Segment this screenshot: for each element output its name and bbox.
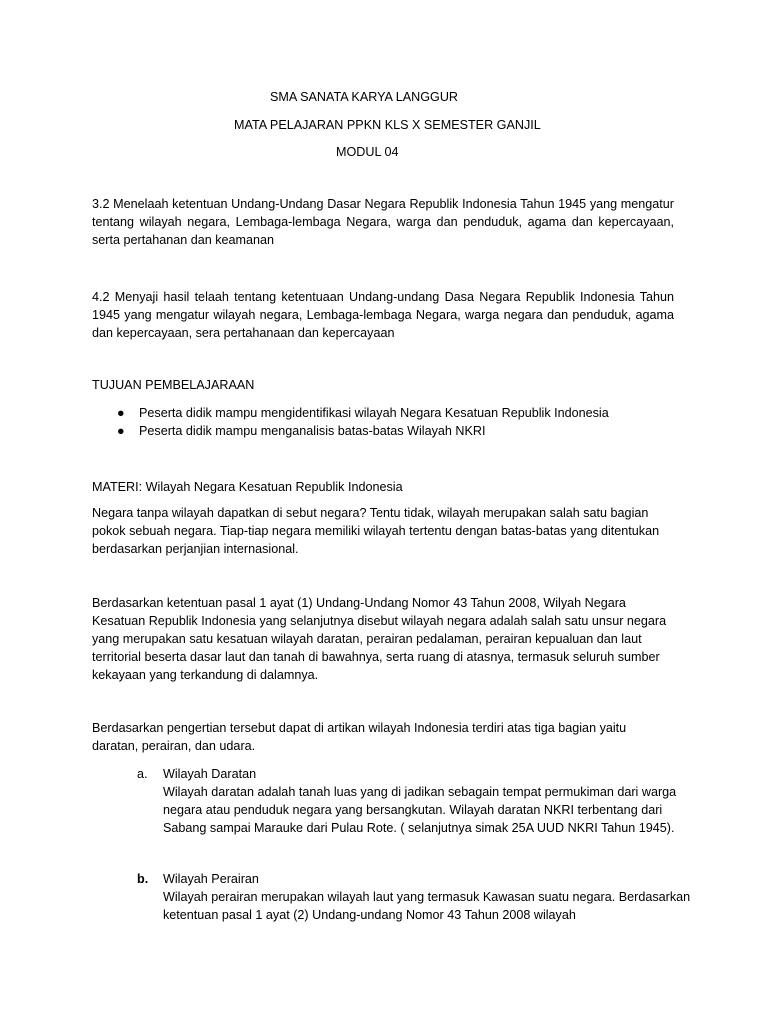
competency-4-2-text: 4.2 Menyaji hasil telaah tentang ketentuaan Undang-undang Dasa Negara Republik Indonesia Tahun 1945 yang mengatur wilayah negara, Lembaga-lembaga Negara, warga negara dan penduduk, agama dan kepercayaan, sera pertahanaan dan kepercayaan — [92, 290, 674, 340]
paragraph-text: Berdasarkan pengertian tersebut dapat di artikan wilayah Indonesia terdiri atas tiga bagian yaitu daratan, perairan, dan udara. — [92, 721, 627, 753]
list-item: ● Peserta didik mampu menganalisis batas-batas Wilayah NKRI — [117, 424, 486, 438]
objectives-heading: TUJUAN PEMBELAJARAAN — [92, 378, 255, 392]
school-name: SMA SANATA KARYA LANGGUR — [270, 90, 459, 104]
material-heading: MATERI: Wilayah Negara Kesatuan Republik Indonesia — [92, 480, 403, 494]
bullet-icon: ● — [117, 406, 125, 420]
list-marker: b. — [137, 872, 149, 886]
module-title: MODUL 04 — [336, 145, 399, 159]
paragraph-text: Berdasarkan ketentuan pasal 1 ayat (1) Undang-Undang Nomor 43 Tahun 2008, Wilyah Negara Kesatuan Republik Indonesia yang selanjutnya disebut wilayah negara adalah salah satu unsur negara yang merupakan satu kesatuan wilayah daratan, perairan pedalaman, perairan kepualuan dan laut territorial beserta dasar laut dan tanah di bawahnya, serta ruang di atasnya, termasuk seluruh sumber kekayaan yang terkandung di dalamnya. — [92, 596, 667, 682]
part-title: Wilayah Perairan — [163, 872, 259, 886]
part-water — [137, 870, 697, 924]
competency-3-2-text: 3.2 Menelaah ketentuan Undang-Undang Dasar Negara Republik Indonesia Tahun 1945 yang mengatur tentang wilayah negara, Lembaga-lembaga Negara, warga dan penduduk, agama dan kepercayaan, serta pertahanan dan keamanan — [92, 197, 674, 247]
material-paragraph-3 — [92, 719, 674, 755]
competency-4-2 — [92, 288, 674, 342]
list-marker: a. — [137, 767, 148, 781]
objectives-list — [92, 404, 692, 440]
list-item: ● Peserta didik mampu mengidentifikasi wilayah Negara Kesatuan Republik Indonesia — [117, 406, 609, 420]
part-land — [137, 765, 697, 837]
subject-title: MATA PELAJARAN PPKN KLS X SEMESTER GANJIL — [234, 118, 541, 132]
part-text: Wilayah perairan merupakan wilayah laut yang termasuk Kawasan suatu negara. Berdasarkan ketentuan pasal 1 ayat (2) Undang-undang Nomor 43 Tahun 2008 wilayah — [163, 890, 691, 922]
material-paragraph-2 — [92, 594, 674, 684]
material-paragraph-1 — [92, 504, 674, 558]
part-title: Wilayah Daratan — [163, 767, 257, 781]
part-text: Wilayah daratan adalah tanah luas yang di jadikan sebagain tempat permukiman dari warga negara atau penduduk negara yang bersangkutan. Wilayah daratan NKRI terbentang dari Sabang sampai Marauke dari Pulau Rote. ( selanjutnya simak 25A UUD NKRI Tahun 1945). — [163, 785, 677, 835]
paragraph-text: Negara tanpa wilayah dapatkan di sebut negara? Tentu tidak, wilayah merupakan salah satu bagian pokok sebuah negara. Tiap-tiap negara memiliki wilayah tertentu dengan batas-batas yang ditentukan berdasarkan perjanjian internasional. — [92, 506, 660, 556]
competency-3-2 — [92, 195, 674, 249]
bullet-icon: ● — [117, 424, 125, 438]
